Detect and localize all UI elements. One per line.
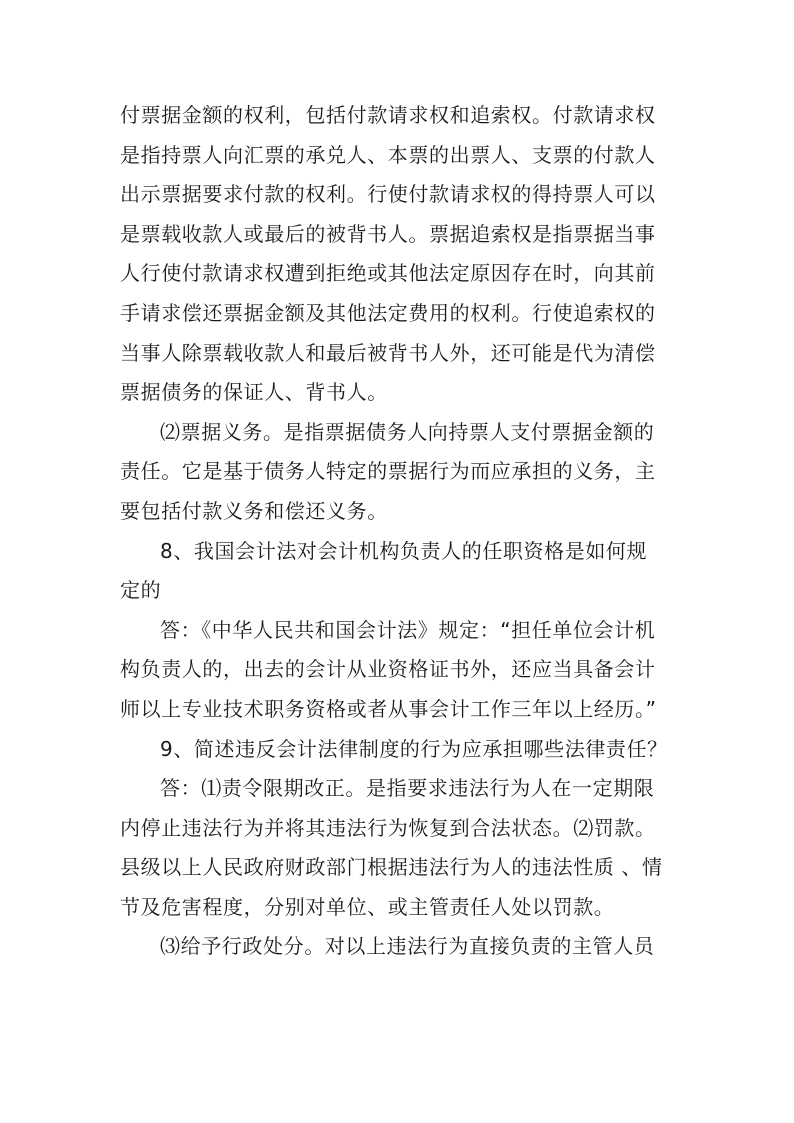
text-line: 定的	[120, 578, 162, 603]
text-line: 是票载收款人或最后的被背书人。票据追索权是指票据当事	[120, 221, 656, 246]
text-line: 构负责人的，出去的会计从业资格证书外，还应当具备会计	[120, 657, 656, 682]
text-line: 人行使付款请求权遭到拒绝或其他法定原因存在时，向其前	[120, 261, 656, 286]
text-line: 付票据金额的权利，包括付款请求权和追索权。付款请求权	[120, 103, 656, 127]
text-line: 要包括付款义务和偿还义务。	[120, 498, 388, 523]
text-line: 师以上专业技术职务资格或者从事会计工作三年以上经历。”	[120, 696, 657, 721]
text-line: 内停止违法行为并将其违法行为恢复到合法状态。⑵罚款。	[120, 815, 656, 840]
answer-8-line: 答：《中华人民共和国会计法》规定：“担任单位会计机	[160, 617, 656, 642]
text-line: 出示票据要求付款的权利。行使付款请求权的得持票人可以	[120, 182, 656, 207]
text-line: 责任。它是基于债务人特定的票据行为而应承担的义务，主	[120, 459, 656, 484]
text-line: 当事人除票载收款人和最后被背书人外，还可能是代为清偿	[120, 340, 656, 365]
paragraph-start-line: ⑶给予行政处分。对以上违法行为直接负责的主管人员	[160, 934, 655, 959]
question-9-line: 9、简述违反会计法律制度的行为应承担哪些法律责任？	[160, 736, 668, 761]
text-line: 县级以上人民政府财政部门根据违法行为人的违法性质 、情	[120, 855, 663, 880]
text-line: 是指持票人向汇票的承兑人、本票的出票人、支票的付款人	[120, 142, 656, 167]
answer-9-line: 答：⑴责令限期改正。是指要求违法行为人在一定期限	[160, 776, 655, 801]
question-8-line: 8、我国会计法对会计机构负责人的任职资格是如何规	[160, 538, 648, 563]
text-line: 手请求偿还票据金额及其他法定费用的权利。行使追索权的	[120, 300, 656, 325]
body-text	[120, 96, 680, 967]
text-line: 节及危害程度，分别对单位、或主管责任人处以罚款。	[120, 894, 615, 919]
paragraph-start-line: ⑵票据义务。是指票据债务人向持票人支付票据金额的	[160, 419, 655, 444]
text-line: 票据债务的保证人、背书人。	[120, 380, 388, 405]
